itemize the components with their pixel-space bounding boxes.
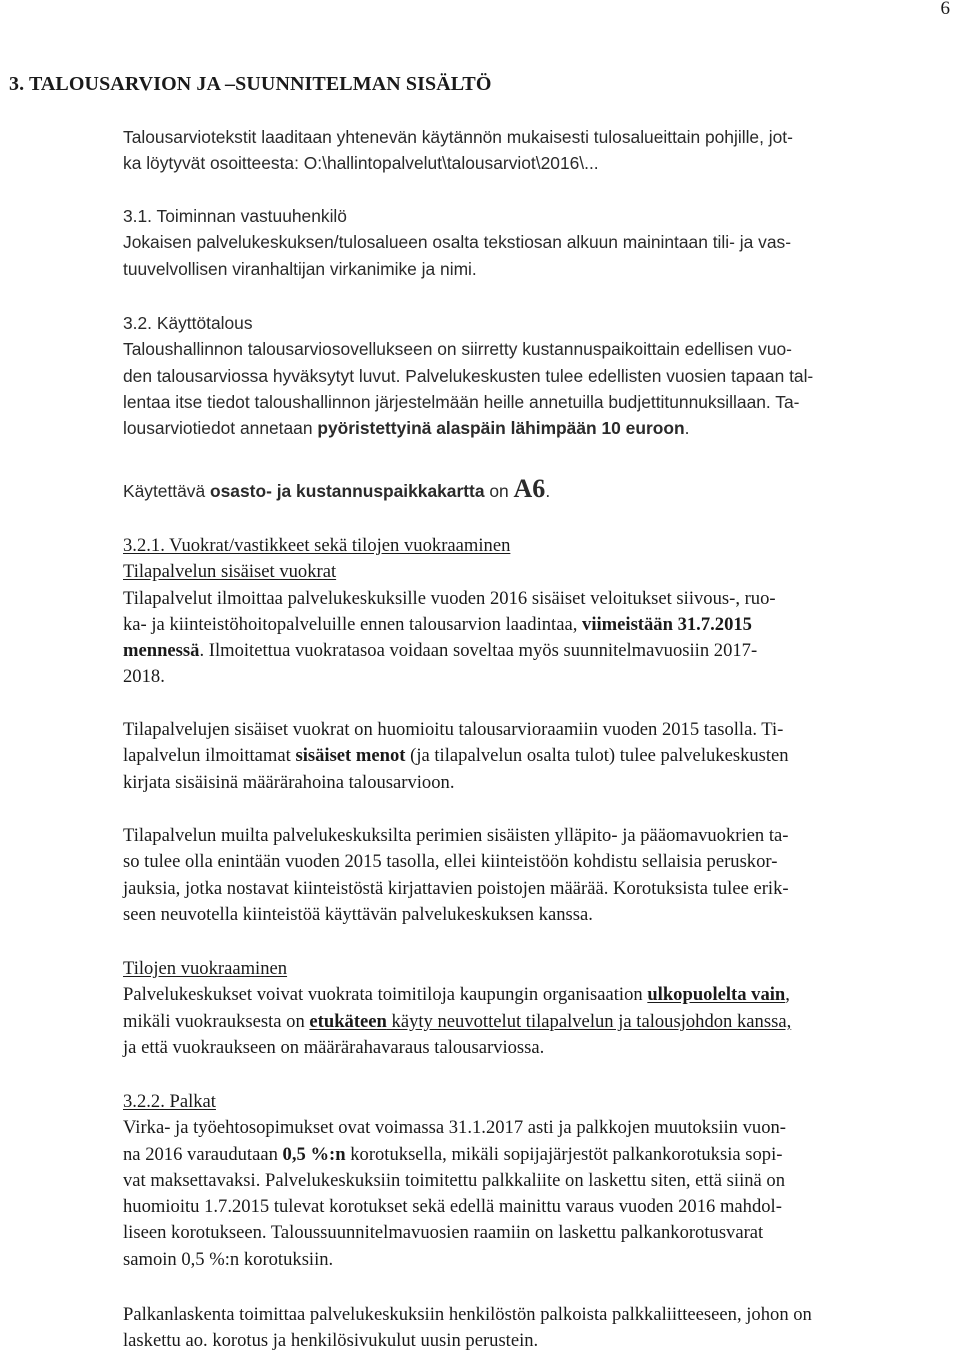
text-line: 2018. xyxy=(123,666,165,688)
emphasis-a6: A6 xyxy=(513,474,546,503)
paragraph xyxy=(123,717,931,796)
emphasis-raise: 0,5 %:n xyxy=(282,1143,346,1165)
text-line: Talousarviotekstit laaditaan yhtenevän käytännön mukaisesti tulosalueittain pohjille, jot- xyxy=(123,127,793,147)
text-line: ja että vuokraukseen on määrärahavaraus talousarviossa. xyxy=(123,1036,545,1058)
text-line: tuuvelvollisen viranhaltijan virkanimike ja nimi. xyxy=(123,258,477,279)
text-line: kirjata sisäisinä määrärahoina talousarvioon. xyxy=(123,771,455,793)
text-line: vat maksettavaksi. Palvelukeskuksiin toimitettu palkkaliite on laskettu siten, että siinä on xyxy=(123,1169,786,1191)
emphasis-deadline-end: mennessä xyxy=(123,640,200,662)
text-line: na 2016 varaudutaan 0,5 %:n korotuksella, mikäli sopijajärjestöt palkankorotuksia sopi- xyxy=(123,1143,783,1165)
emphasis-in-advance: etukäteen xyxy=(309,1010,387,1032)
text-line: so tulee olla enintään vuoden 2015 tasolla, ellei kiinteistöön kohdistu sellaisia peruskor- xyxy=(123,851,778,873)
text-line: laskettu ao. korotus ja henkilösivukulut uusin perustein. xyxy=(123,1330,539,1352)
text-line: den talousarviossa hyväksytyt luvut. Palvelukeskusten tulee edellisten vuosien tapaan tal- xyxy=(123,365,814,386)
subheading: Tilapalvelun sisäiset vuokrat xyxy=(123,561,337,583)
text-line: Tilapalvelut ilmoittaa palvelukeskuksille vuoden 2016 sisäiset veloitukset siivous-, ruo- xyxy=(123,587,776,609)
emphasis-internal-costs: sisäiset menot xyxy=(295,745,406,767)
text-line: Taloushallinnon talousarviosovellukseen on siirretty kustannuspaikoittain edellisen vuo- xyxy=(123,339,792,360)
emphasis-chart: osasto- ja kustannuspaikkakartta xyxy=(210,481,485,501)
text-line: lousarviotiedot annetaan pyöristettyinä alaspäin lähimpään 10 euroon. xyxy=(123,418,690,439)
section-3-2 xyxy=(123,310,931,441)
section-heading: 3.2.2. Palkat xyxy=(123,1091,216,1112)
intro-paragraph xyxy=(123,124,931,177)
section-heading: 3.2. Käyttötalous xyxy=(123,313,253,333)
text-line: ka- ja kiinteistöhoitopalveluille ennen talousarvion laadintaa, viimeistään 31.7.2015 xyxy=(123,613,752,635)
page-number: 6 xyxy=(940,0,950,19)
section-3-1 xyxy=(123,203,931,282)
text-line: liseen korotukseen. Taloussuunnitelmavuosien raamiin on laskettu palkankorotusvarat xyxy=(123,1222,764,1244)
paragraph xyxy=(123,823,931,928)
section-heading: 3.2.1. Vuokrat/vastikkeet sekä tilojen vuokraaminen xyxy=(123,535,511,556)
text-line: Tilapalvelun muilta palvelukeskuksilta perimien sisäisten ylläpito- ja pääomavuokrien ta- xyxy=(123,825,789,846)
text-line: mikäli vuokrauksesta on etukäteen käyty neuvottelut tilapalvelun ja talousjohdon kanssa, xyxy=(123,1010,792,1032)
text-line: Virka- ja työehtosopimukset ovat voimassa 31.1.2017 asti ja palkkojen muutoksiin vuon- xyxy=(123,1117,787,1139)
text-line: mennessä. Ilmoitettua vuokratasoa voidaan soveltaa myös suunnitelmavuosiin 2017- xyxy=(123,640,758,662)
section-heading: 3.1. Toiminnan vastuuhenkilö xyxy=(123,206,347,226)
text-line: lentaa itse tiedot taloushallinnon järjestelmään heille annetuilla budjettitunnuksillaan. Ta- xyxy=(123,391,800,412)
emphasis-deadline: viimeistään 31.7.2015 xyxy=(582,613,752,635)
section-3-2-2 xyxy=(123,1089,931,1273)
section-3-2-1 xyxy=(123,533,931,691)
text-line: jauksia, jotka nostavat kiinteistöstä kirjattavien poistojen määrää. Korotuksista tulee erik- xyxy=(123,877,789,899)
text-line: Jokaisen palvelukeskuksen/tulosalueen osalta tekstiosan alkuun mainintaan tili- ja vas- xyxy=(123,232,791,253)
emphasis-outside-only: ulkopuolelta vain xyxy=(647,984,786,1006)
subheading: Tilojen vuokraaminen xyxy=(123,958,288,979)
section-title: 3. TALOUSARVION JA –SUUNNITELMAN SISÄLTÖ xyxy=(9,73,492,95)
text-line: huomioitu 1.7.2015 tulevat korotukset sekä edellä mainittu varaus vuoden 2016 mahdol- xyxy=(123,1196,782,1218)
text-line: Palkanlaskenta toimittaa palvelukeskuksiin henkilöstön palkoista palkkaliitteeseen, johon on xyxy=(123,1304,812,1325)
text-line: ka löytyvät osoitteesta: O:\hallintopalvelut\talousarviot\2016\... xyxy=(123,153,599,174)
text-line: lapalvelun ilmoittamat sisäiset menot (ja tilapalvelun osalta tulot) tulee palvelukeskusten xyxy=(123,745,789,767)
text-line: samoin 0,5 %:n korotuksiin. xyxy=(123,1248,334,1270)
text-line: Tilapalvelujen sisäiset vuokrat on huomioitu talousarvioraamiin vuoden 2015 tasolla. Ti- xyxy=(123,719,784,740)
text-line: Palvelukeskukset voivat vuokrata toimitiloja kaupungin organisaation ulkopuolelta vain, xyxy=(123,984,790,1006)
paragraph xyxy=(123,1302,931,1355)
emphasis-rounding: pyöristettyinä alaspäin lähimpään 10 euroon xyxy=(317,418,685,439)
paragraph xyxy=(123,956,931,1061)
chart-of-accounts-note: Käytettävä osasto- ja kustannuspaikkakartta on A6. xyxy=(123,474,551,503)
text-line: seen neuvotella kiinteistöä käyttävän palvelukeskuksen kanssa. xyxy=(123,903,593,925)
